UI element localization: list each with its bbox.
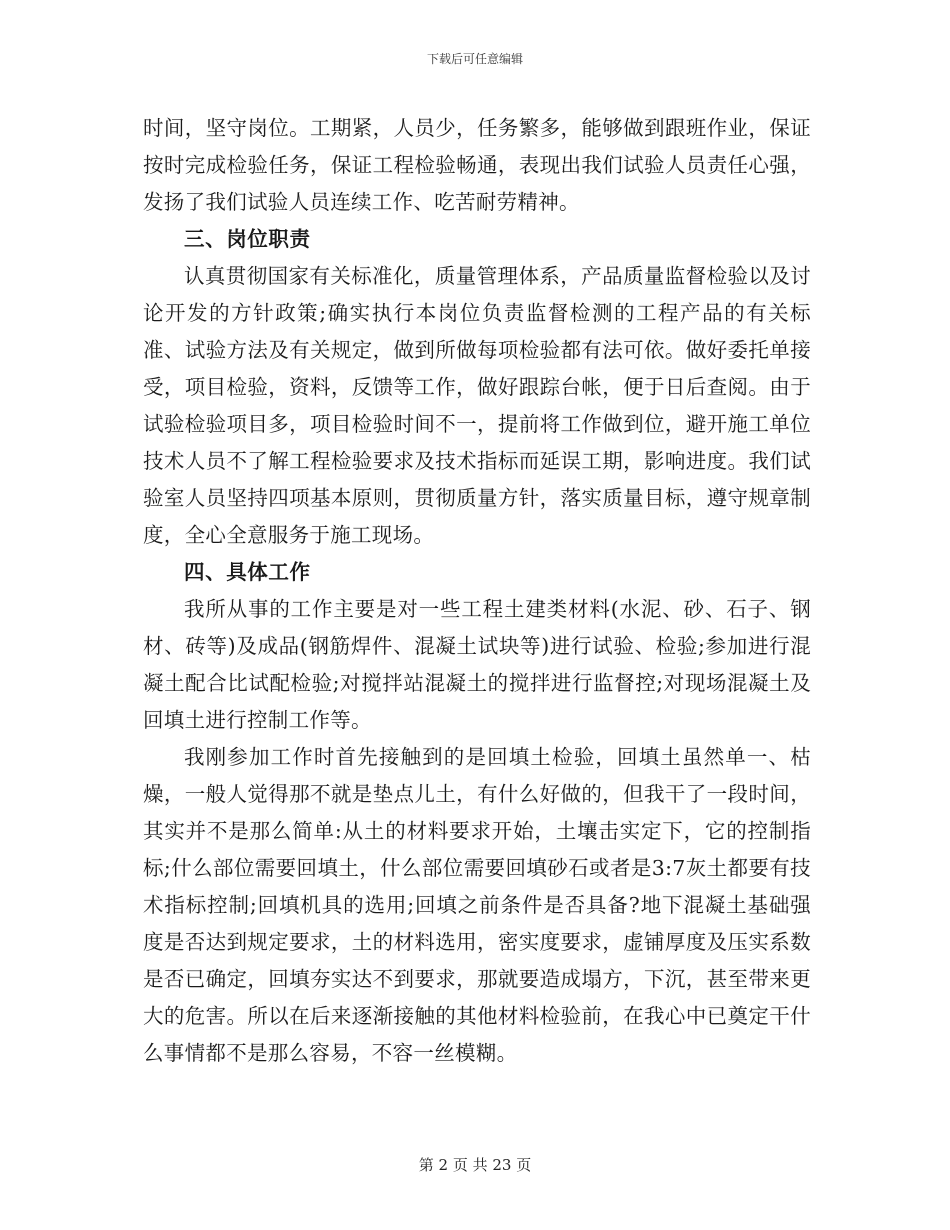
page-footer: 第 2 页 共 23 页 [418,1156,532,1174]
page-header: 下载后可任意编辑 [426,52,523,66]
paragraph-backfill-inspection: 我刚参加工作时首先接触到的是回填土检验，回填土虽然单一、枯燥，一般人觉得那不就是垫点儿土，有什么好做的，但我干了一段时间，其实并不是那么简单:从土的材料要求开始，土壤击实定下，它的控制指标;什么部位需要回填土，什么部位需要回填砂石或者是3:7灰土都要有技术指标控制;回填机具的选用;回填之前条件是否具备?地下混凝土基础强度是否达到规定要求，土的材料选用，密实度要求，虚铺厚度及压实系数是否已确定，回填夯实达不到要求，那就要造成塌方，下沉，甚至带来更大的危害。所以在后来逐渐接触的其他材料检验前，在我心中已奠定干什么事情都不是那么容易，不容一丝模糊。 [143,745,811,1065]
section-heading-duties: 三、岗位职责 [184,227,311,251]
paragraph-duties: 认真贯彻国家有关标准化，质量管理体系，产品质量监督检验以及讨论开发的方针政策;确实执行本岗位负责监督检测的工程产品的有关标准、试验方法及有关规定，做到所做每项检验都有法可依。做好委托单接受，项目检验，资料，反馈等工作，做好跟踪台帐，便于日后查阅。由于试验检验项目多，项目检验时间不一，提前将工作做到位，避开施工单位技术人员不了解工程检验要求及技术指标而延误工期，影响进度。我们试验室人员坚持四项基本原则，贯彻质量方针，落实质量目标，遵守规章制度，全心全意服务于施工现场。 [143,264,811,547]
paragraph-continuation: 时间，坚守岗位。工期紧，人员少，任务繁多，能够做到跟班作业，保证按时完成检验任务，保证工程检验畅通，表现出我们试验人员责任心强，发扬了我们试验人员连续工作、吃苦耐劳精神。 [143,116,811,214]
document-body [143,110,811,1072]
paragraph-specific-work: 我所从事的工作主要是对一些工程土建类材料(水泥、砂、石子、钢材、砖等)及成品(钢筋焊件、混凝土试块等)进行试验、检验;参加进行混凝土配合比试配检验;对搅拌站混凝土的搅拌进行监督控;对现场混凝土及回填土进行控制工作等。 [143,597,811,732]
section-heading-specific-work: 四、具体工作 [184,560,311,584]
